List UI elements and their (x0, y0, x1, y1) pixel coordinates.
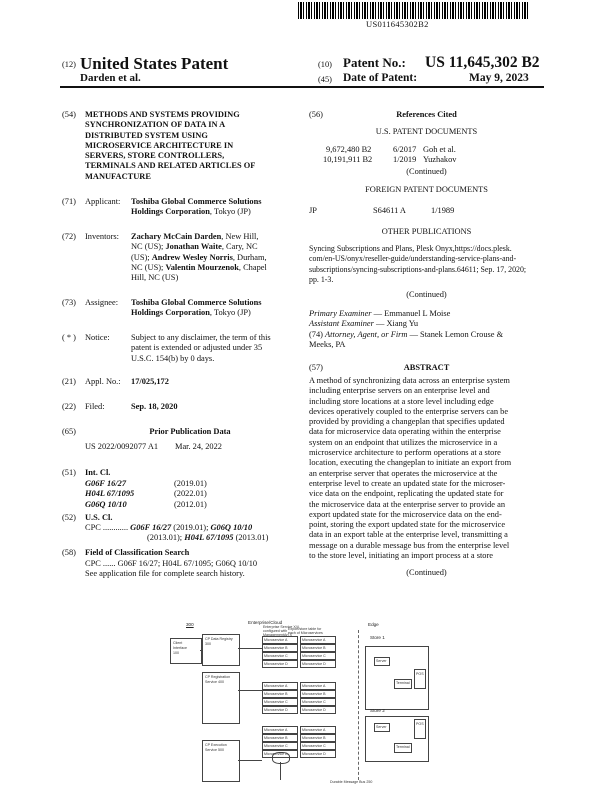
assignee-label: Assignee: (85, 298, 119, 307)
abstract-line: including enterprise servers on an enterprise level and (309, 386, 490, 396)
code-73: (73) (62, 298, 76, 307)
notice-label: Notice: (85, 333, 110, 342)
abstract-line: the microservice data at the enterprise server to provide an (309, 499, 506, 509)
date-label: Date of Patent: (343, 72, 418, 84)
other-pubs-continued: (Continued) (406, 290, 447, 299)
microservice-box (262, 652, 298, 660)
inventor-location: (US); (131, 252, 152, 262)
microservice-label: Microservice D (302, 662, 326, 666)
microservice-label: Microservice B (302, 736, 326, 740)
abstract-line: enterprise level to create an updated state for the microser- (309, 478, 506, 488)
terminal-label: Terminal (396, 681, 410, 685)
int-cl-class: G06Q 10/10 (85, 499, 127, 509)
microservice-box (300, 698, 336, 706)
examiners (309, 309, 549, 350)
field-search-label: Field of Classification Search (85, 548, 190, 557)
microservice-label: Microservice C (302, 744, 326, 748)
code-74: (74) (309, 329, 326, 339)
foreign-docs-heading: FOREIGN PATENT DOCUMENTS (365, 185, 488, 194)
title-line: METHODS AND SYSTEMS PROVIDING (85, 110, 240, 119)
microservice-box (262, 734, 298, 742)
cpc-class: G06F 16/27 (130, 523, 172, 532)
filed-date: Sep. 18, 2020 (131, 402, 178, 411)
ref-date: 6/2017 (393, 145, 417, 154)
assignee-value (131, 298, 299, 319)
code-45: (45) (318, 75, 332, 84)
connector (200, 650, 202, 651)
microservice-label: Microservice C (264, 700, 288, 704)
cp-execution-label: CP Execution (205, 743, 227, 747)
microservice-label: Microservice D (302, 752, 326, 756)
microservice-box (300, 660, 336, 668)
terminal-label: Terminal (396, 745, 410, 749)
connector (238, 690, 262, 691)
microservice-label: Microservice A (302, 684, 326, 688)
applicant-value (131, 197, 299, 218)
microservice-label: Microservice C (302, 700, 326, 704)
connector (238, 760, 262, 761)
microservice-box (262, 644, 298, 652)
client-interface-box (170, 638, 202, 664)
microservice-label: Microservice B (264, 736, 288, 740)
int-cl-class: G06F 16/27 (85, 479, 127, 488)
code-52: (52) (62, 513, 76, 522)
figure-note: each of Microservices (288, 631, 323, 635)
abstract-line: to the store level, initiating an import process at a store (309, 551, 493, 561)
code-51: (51) (62, 468, 76, 477)
us-cl-label: U.S. Cl. (85, 513, 113, 522)
us-docs-continued: (Continued) (406, 167, 447, 176)
client-label: Client (173, 641, 183, 645)
pos-label: POS (416, 672, 424, 676)
foreign-number: S64611 A (373, 206, 406, 215)
ref-number: 10,191,911 B2 (323, 155, 373, 165)
code-54: (54) (62, 110, 76, 119)
filed-label: Filed: (85, 402, 105, 411)
us-docs-list (323, 145, 536, 166)
cpc-label: CPC ............ (85, 523, 129, 532)
inventors-label: Inventors: (85, 232, 119, 241)
foreign-country: JP (309, 206, 317, 215)
abstract-line: including store locations at a store level including edge (309, 396, 494, 406)
field-search-line: See application file for complete search history. (85, 569, 245, 579)
enterprise-edge-divider (358, 630, 359, 780)
microservice-box (262, 636, 298, 644)
cp-registration-label: CP Registration (205, 675, 231, 679)
terminal-box (394, 743, 412, 753)
inventor-location: NC (US); (131, 262, 166, 272)
assignee-location: , Tokyo (JP) (209, 308, 251, 318)
inventors-short: Darden et al. (80, 72, 141, 84)
cpc-class: H04L 67/1095 (184, 533, 234, 543)
store-1-box (365, 646, 429, 710)
abstract-line: point, storing the export updated state for the microservice (309, 520, 506, 530)
terminal-box (394, 679, 412, 689)
inventor-line (131, 253, 299, 263)
title-line: DISTRIBUTED SYSTEM USING (85, 130, 208, 140)
figure-note: Export/store table for (288, 627, 322, 631)
references-heading: References Cited (396, 110, 457, 119)
appl-number: 17/025,172 (131, 377, 169, 386)
code-72: (72) (62, 232, 76, 241)
abstract-heading: ABSTRACT (403, 363, 450, 372)
pos-box (414, 669, 426, 689)
applicant-location: , Tokyo (JP) (209, 207, 251, 217)
microservice-box (262, 682, 298, 690)
microservice-box (300, 652, 336, 660)
other-pubs-text (309, 244, 549, 285)
microservice-box (300, 706, 336, 714)
microservice-box (262, 698, 298, 706)
microservice-label: Microservice D (302, 708, 326, 712)
inventor-line (131, 232, 299, 242)
int-cl-version: (2012.01) (174, 499, 207, 509)
abstract-line: provided by providing a changeplan that specifies updated (309, 417, 505, 427)
us-cl-text (85, 523, 300, 544)
field-search-text (85, 559, 300, 580)
int-cl-list (85, 479, 295, 510)
ref-name: Goh et al. (423, 145, 456, 154)
abstract-line: microservice architecture to perform operations at a store (309, 448, 501, 458)
applicant-label: Applicant: (85, 197, 121, 206)
title-line: SERVERS, STORE CONTROLLERS, (85, 151, 225, 161)
attorney-label: Attorney, Agent, or Firm (325, 329, 408, 339)
pos-label: POS (416, 722, 424, 726)
figure-note: configured with (263, 629, 288, 633)
abstract-text (309, 376, 548, 561)
notice-line: patent is extended or adjusted under 35 (131, 343, 263, 353)
microservice-label: Microservice C (264, 654, 288, 658)
other-pubs-line: com/en-US/onyx/reseller-guide/understanding-service-plans-and- (309, 254, 517, 264)
client-label: Interface (173, 646, 187, 650)
inventor-line (131, 263, 299, 273)
field-search-line: CPC ...... G06F 16/27; H04L 67/1095; G06Q 10/10 (85, 559, 258, 568)
inventor-line (131, 242, 299, 252)
inventor-line (131, 273, 299, 283)
enterprise-label: Enterprise/Cloud (248, 620, 283, 625)
store-1-label: Store 1 (370, 635, 385, 640)
code-58: (58) (62, 548, 76, 557)
microservice-label: Microservice B (302, 646, 326, 650)
abstract-line: vice data on the endpoint, replicating the updated state for (309, 489, 504, 499)
notice-line: Subject to any disclaimer, the term of this (131, 333, 271, 342)
abstract-line: export updated state for the microservice data on the end- (309, 509, 502, 519)
code-22: (22) (62, 402, 76, 411)
other-pubs-line: subscriptions/syncing-subscriptions-and-plans.64611; Sep. 17, 2020; (309, 264, 527, 274)
title-line: MICROSERVICE ARCHITECTURE IN (85, 140, 234, 150)
ref-date: 1/2019 (393, 155, 417, 165)
inventor-name: Jonathan Waite (165, 242, 222, 252)
ref-name: Yuzhakov (423, 155, 457, 165)
abstract-line: an enterprise server that operates the microservice at the (309, 468, 498, 478)
microservice-label: Microservice C (302, 654, 326, 658)
inventor-location: NC (US); (131, 242, 166, 252)
code-71: (71) (62, 197, 76, 206)
microservice-label: Microservice A (302, 728, 326, 732)
microservice-box (300, 682, 336, 690)
title-line: MANUFACTURE (85, 171, 151, 181)
cp-registry-label: CP Data Registry (205, 637, 233, 641)
microservice-box (300, 726, 336, 734)
server-box (374, 657, 390, 666)
abstract-line: location, executing the changeplan to initiate an export from (309, 458, 512, 468)
figure-ref: 300 (186, 622, 194, 627)
abstract-line: data for microservice data operating within the enterprise (309, 427, 501, 437)
publication-number: US011645302B2 (366, 19, 429, 29)
cpc-text: (2013.01); (147, 533, 185, 543)
cp-execution-label: Service 500 (205, 748, 224, 752)
microservice-label: Microservice D (264, 662, 288, 666)
code-65: (65) (62, 427, 76, 436)
code-10: (10) (318, 60, 332, 69)
inventor-location: , New Hill, (221, 232, 259, 241)
cp-execution-box (202, 740, 240, 782)
inventor-location: , Cary, NC (221, 242, 258, 252)
microservice-label: Microservice B (302, 692, 326, 696)
assistant-examiner: — Xiang Yu (373, 319, 419, 329)
primary-examiner: — Emmanuel L Moise (371, 309, 451, 318)
inventors-list (131, 232, 299, 283)
microservice-box (262, 726, 298, 734)
applicant-name-2: Holdings Corporation (131, 207, 210, 217)
code-21: (21) (62, 377, 76, 386)
appl-label: Appl. No.: (85, 377, 121, 386)
microservice-box (262, 690, 298, 698)
int-cl-version: (2022.01) (174, 489, 207, 499)
microservice-box (300, 644, 336, 652)
other-pubs-line: pp. 1-3. (309, 274, 334, 284)
foreign-date: 1/1989 (431, 206, 455, 215)
cp-registry-box (202, 634, 240, 666)
microservice-box (300, 636, 336, 644)
prior-pub-date: Mar. 24, 2022 (175, 442, 222, 451)
assignee-name: Toshiba Global Commerce Solutions (131, 298, 262, 307)
assignee-name-2: Holdings Corporation (131, 308, 210, 318)
connector (238, 648, 262, 649)
title-line: SYNCHRONIZATION OF DATA IN A (85, 120, 226, 130)
edge-label: Edge (368, 622, 379, 627)
assistant-examiner-label: Assistant Examiner (309, 319, 374, 329)
server-box (374, 723, 390, 732)
us-docs-heading: U.S. PATENT DOCUMENTS (375, 127, 478, 136)
applicant-name: Toshiba Global Commerce Solutions (131, 197, 262, 206)
microservice-box (300, 742, 336, 750)
microservice-label: Microservice C (264, 744, 288, 748)
representative-figure (160, 620, 560, 788)
cp-registry-label: 300 (205, 642, 211, 646)
inventor-name: Zachary McCain Darden (131, 232, 222, 241)
server-label: Server (376, 725, 387, 729)
inventor-location: , Chapel (238, 262, 267, 272)
cpc-text: (2019.01); (171, 523, 211, 532)
bus-node (272, 752, 290, 764)
abstract-continued: (Continued) (406, 568, 447, 577)
cp-registration-label: Service 400 (205, 680, 224, 684)
microservice-box (300, 734, 336, 742)
primary-examiner-label: Primary Examiner (309, 309, 372, 318)
attorney-line-2: Meeks, PA (309, 339, 346, 349)
inventor-name: Andrew Wesley Norris (151, 252, 233, 262)
abstract-line: A method of synchronizing data across an enterprise system (309, 376, 510, 385)
title-line: TERMINALS AND RELATED ARTICLES OF (85, 161, 256, 171)
abstract-line: message on a durable message bus from the enterprise level (309, 540, 510, 550)
microservice-label: Microservice A (264, 728, 288, 732)
microservice-label: Microservice A (302, 638, 326, 642)
microservice-label: Microservice D (264, 752, 288, 756)
cpc-class: G06Q 10/10 (210, 523, 253, 532)
code-12: (12) (62, 60, 76, 69)
microservice-label: Microservice B (264, 692, 288, 696)
prior-pub-heading: Prior Publication Data (149, 427, 231, 436)
figure-note: ManagementArt X (263, 633, 292, 637)
cpc-text: (2013.01) (233, 533, 269, 543)
figure-note: Enterprise Service X/4 (263, 625, 299, 629)
cp-registration-box (202, 672, 240, 724)
patent-number: US 11,645,302 B2 (425, 54, 540, 71)
prior-pub-number: US 2022/0092077 A1 (85, 442, 159, 451)
inventor-name: Valentin Mourzenok (165, 262, 239, 272)
microservice-box (300, 690, 336, 698)
microservice-label: Microservice A (264, 684, 288, 688)
attorney: — Stanek Lemon Crouse & (407, 329, 504, 339)
invention-title (85, 110, 295, 182)
abstract-line: devices operatively coupled to the enterprise servers can be (309, 406, 509, 416)
other-pubs-heading: OTHER PUBLICATIONS (381, 227, 472, 236)
int-cl-class: H04L 67/1095 (85, 489, 135, 499)
microservice-box (262, 706, 298, 714)
microservice-box (262, 742, 298, 750)
country-title: United States Patent (80, 54, 229, 73)
client-label: 100 (173, 651, 179, 655)
barcode (298, 2, 528, 19)
microservice-box (300, 750, 336, 758)
int-cl-label: Int. Cl. (85, 468, 111, 477)
store-2-box (365, 716, 429, 762)
microservice-label: Microservice B (264, 646, 288, 650)
server-label: Server (376, 659, 387, 663)
patent-no-label: Patent No.: (343, 55, 406, 70)
inventor-location: Hill, NC (US) (131, 273, 179, 283)
pos-box (414, 719, 426, 739)
microservice-label: Microservice A (264, 638, 288, 642)
int-cl-version: (2019.01) (174, 479, 207, 488)
bus-label: Durable Message Bus 250 (330, 780, 373, 784)
code-57: (57) (309, 363, 323, 372)
patent-date: May 9, 2023 (469, 72, 529, 84)
code-notice: ( * ) (62, 333, 76, 342)
other-pubs-line: Syncing Subscriptions and Plans, Plesk Onyx,https://docs.plesk. (309, 244, 512, 253)
abstract-line: data in an export table at the enterprise level, transmitting a (309, 530, 508, 540)
code-56: (56) (309, 110, 323, 119)
notice-line: U.S.C. 154(b) by 0 days. (131, 353, 215, 363)
notice-text (131, 333, 299, 364)
inventor-location: , Durham, (232, 252, 267, 262)
microservice-label: Microservice D (264, 708, 288, 712)
store-2-label: Store 2 (370, 708, 385, 713)
header-rule (60, 86, 544, 88)
ref-number: 9,672,480 B2 (326, 145, 372, 154)
abstract-line: system on an endpoint that utilizes the microservice in a (309, 437, 498, 447)
bus-line (280, 762, 281, 780)
microservice-box (262, 660, 298, 668)
